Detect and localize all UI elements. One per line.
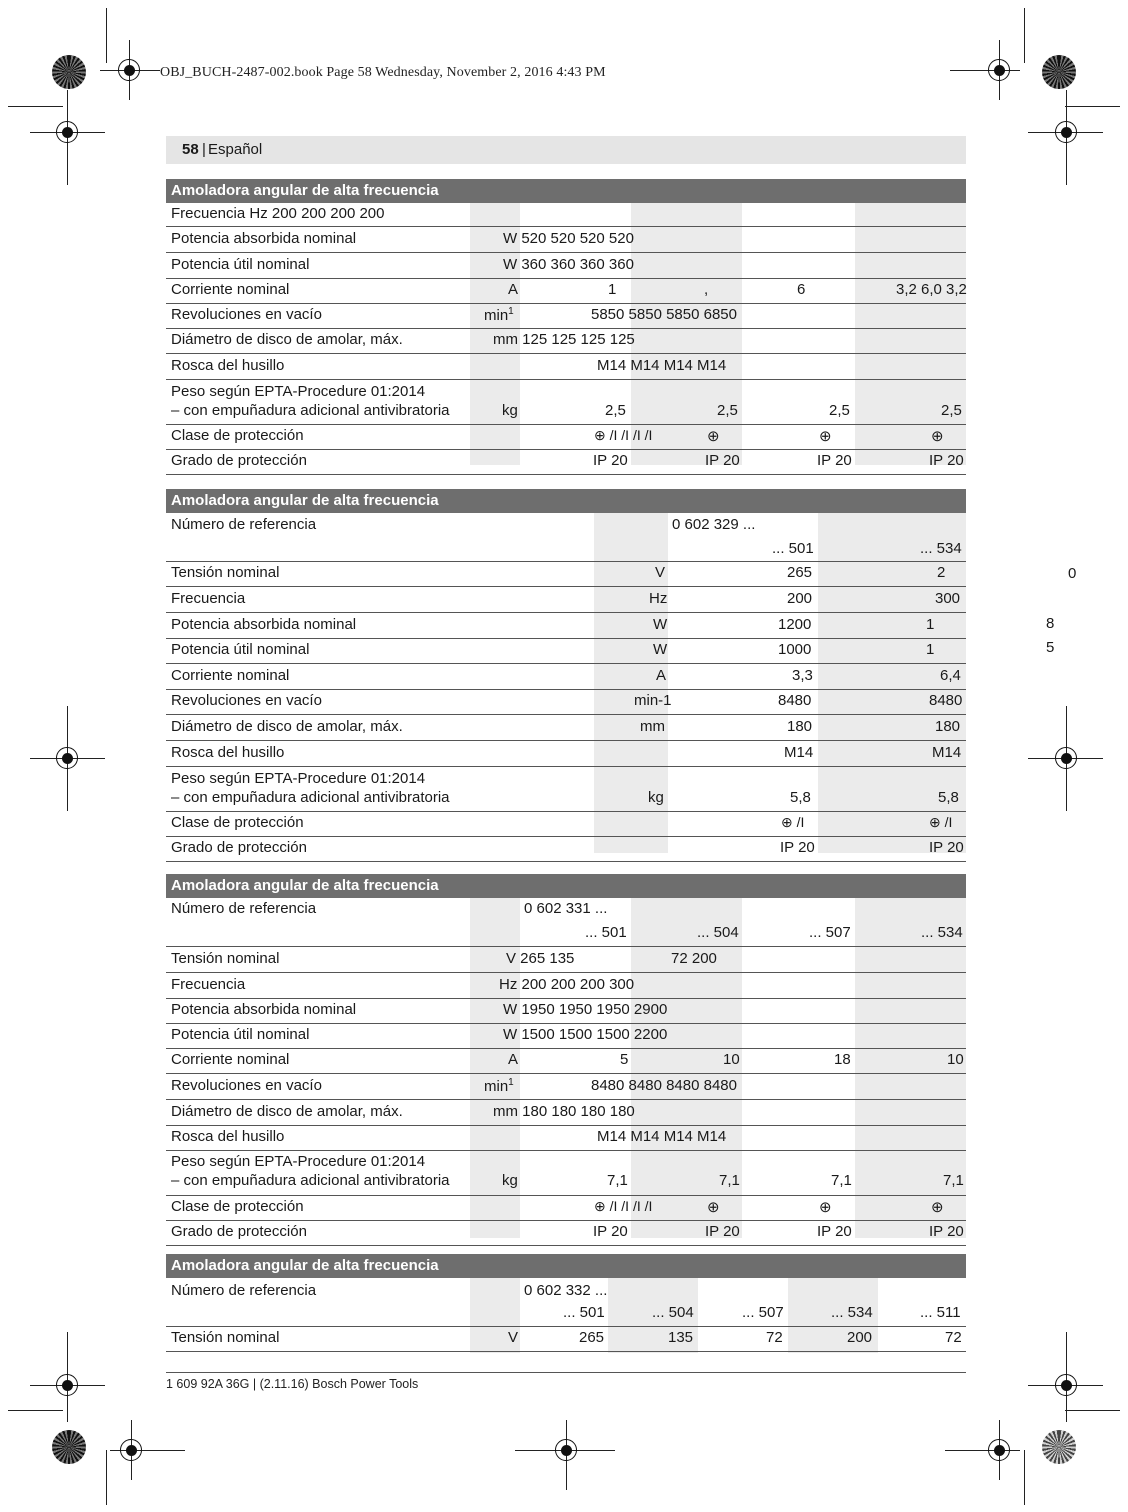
value: IP 20: [929, 1223, 964, 1240]
row-values: W 360 360 360 360: [503, 256, 634, 273]
value: IP 20: [705, 452, 740, 469]
table-row: [166, 1221, 966, 1246]
row-label: Número de referencia: [171, 516, 317, 533]
crop-mark: [1065, 106, 1120, 107]
value: 1000: [778, 641, 812, 658]
registration-crosshair-icon: [1055, 747, 1077, 769]
row-label: Peso según EPTA-Procedure 01:2014: [171, 770, 426, 787]
value: 135: [668, 1329, 694, 1346]
value: 7,1: [607, 1172, 628, 1189]
table-row: [166, 1024, 966, 1049]
unit: kg: [502, 1172, 518, 1189]
row-values: 8480 8480 8480 8480: [591, 1077, 737, 1094]
value: 5,8: [938, 789, 959, 806]
value: 3,2 6,0 3,2: [896, 281, 967, 298]
unit: kg: [648, 789, 664, 806]
crop-mark: [106, 8, 107, 63]
row-label: Clase de protección: [171, 1198, 304, 1215]
overflow-digit: 5: [1046, 639, 1055, 656]
value: 1: [926, 641, 935, 658]
column-header: ... 534: [831, 1304, 873, 1321]
page-header: [166, 136, 966, 164]
row-label: Grado de protección: [171, 839, 307, 856]
row-label: Rosca del husillo: [171, 357, 285, 374]
overflow-digit: 8: [1046, 615, 1055, 632]
section-language: Español: [208, 141, 263, 158]
value: 8480: [929, 692, 963, 709]
table-row: [166, 973, 966, 999]
color-rosette-icon: [52, 55, 86, 89]
table-row: [166, 354, 966, 380]
row-label: Frecuencia: [171, 976, 246, 993]
row-values: V 265 135: [506, 950, 575, 967]
reference-number: 0 602 329 ...: [672, 516, 756, 533]
value: IP 20: [593, 1223, 628, 1240]
table-title: Amoladora angular de alta frecuencia: [166, 874, 966, 898]
crop-mark: [106, 1450, 107, 1505]
row-label: – con empuñadura adicional antivibratoria: [171, 1172, 450, 1189]
value: IP 20: [593, 452, 628, 469]
table-row: [166, 203, 966, 226]
table-body: [166, 513, 966, 856]
value: 265: [787, 564, 813, 581]
value: 200: [787, 590, 813, 607]
column-header: ... 511: [920, 1304, 961, 1321]
unit: $\min^1$: [484, 306, 514, 324]
registration-crosshair-icon: [1055, 1374, 1077, 1396]
registration-crosshair-icon: [120, 1439, 142, 1461]
row-label: Revoluciones en vacío: [171, 1077, 322, 1094]
overflow-digit: 0: [1068, 565, 1077, 582]
table-row: [166, 741, 966, 767]
row-values: M14 M14 M14 M14: [597, 357, 727, 374]
unit: $\min^1$: [484, 1077, 514, 1095]
row-label: Revoluciones en vacío: [171, 692, 322, 709]
row-text: Frecuencia Hz 200 200 200 200: [171, 205, 385, 222]
print-file-info: OBJ_BUCH-2487-002.book Page 58 Wednesday, November 2, 2016 4:43 PM: [160, 65, 606, 80]
value: IP 20: [780, 839, 815, 856]
value: 7,1: [831, 1172, 852, 1189]
color-rosette-icon: [1042, 55, 1076, 89]
page-number: 58: [182, 141, 199, 158]
value: 5: [620, 1051, 629, 1068]
table-row: [166, 1302, 966, 1327]
value: 8480: [778, 692, 812, 709]
value: ⊕: [931, 1199, 944, 1216]
table-title: Amoladora angular de alta frecuencia: [166, 179, 966, 203]
registration-crosshair-icon: [555, 1439, 577, 1461]
row-label: Rosca del husillo: [171, 744, 285, 761]
color-rosette-icon: [52, 1430, 86, 1464]
value: 72: [766, 1329, 783, 1346]
value: 1: [608, 281, 617, 298]
table-row: [166, 329, 966, 354]
value: 7,1: [719, 1172, 740, 1189]
column-header: ... 504: [652, 1304, 694, 1321]
value: ⊕ /I: [781, 814, 805, 830]
value: 6,4: [940, 667, 961, 684]
unit: V: [655, 564, 666, 581]
table-row: [166, 425, 966, 450]
table-row: [166, 1049, 966, 1074]
value: 18: [834, 1051, 851, 1068]
table-row: [166, 664, 966, 690]
value: 5,8: [790, 789, 811, 806]
unit: Hz: [649, 590, 668, 607]
value: 180: [787, 718, 813, 735]
row-label: Rosca del husillo: [171, 1128, 285, 1145]
value: 10: [723, 1051, 740, 1068]
value: 200: [847, 1329, 873, 1346]
row-label: Potencia absorbida nominal: [171, 616, 357, 633]
row-values: 5850 5850 5850 6850: [591, 306, 737, 323]
table-row: [166, 999, 966, 1024]
row-label: Clase de protección: [171, 427, 304, 444]
value: 2,5: [941, 402, 962, 419]
table-row: [166, 304, 966, 329]
row-label: Corriente nominal: [171, 1051, 290, 1068]
registration-crosshair-icon: [988, 1439, 1010, 1461]
table-row: [166, 947, 966, 973]
unit: W: [653, 616, 668, 633]
row-values: M14 M14 M14 M14: [597, 1128, 727, 1145]
table-row: [166, 279, 966, 304]
table-row: [166, 227, 966, 253]
table-row: [166, 1196, 966, 1221]
row-label: Corriente nominal: [171, 281, 290, 298]
value: IP 20: [929, 452, 964, 469]
table-row: [166, 898, 966, 922]
row-label: Grado de protección: [171, 452, 307, 469]
table-row: [166, 922, 966, 947]
value: 72: [945, 1329, 962, 1346]
row-label: – con empuñadura adicional antivibratoria: [171, 402, 450, 419]
row-label: Peso según EPTA-Procedure 01:2014: [171, 1153, 426, 1170]
registration-crosshair-icon: [56, 747, 78, 769]
row-label: – con empuñadura adicional antivibratoria: [171, 789, 450, 806]
row-label: Diámetro de disco de amolar, máx.: [171, 718, 403, 735]
row-label: Potencia útil nominal: [171, 641, 310, 658]
row-label: Potencia útil nominal: [171, 256, 310, 273]
reference-number: 0 602 331 ...: [524, 900, 608, 917]
value: IP 20: [929, 839, 964, 856]
column-header: ... 504: [697, 924, 739, 941]
table-row: [166, 715, 966, 741]
crop-mark: [1024, 1450, 1025, 1505]
row-values: W 1950 1950 1950 2900: [503, 1001, 668, 1018]
row-label: Diámetro de disco de amolar, máx.: [171, 331, 403, 348]
unit: A: [508, 281, 519, 298]
spec-table-1: [166, 179, 967, 469]
value: IP 20: [817, 452, 852, 469]
row-label: Grado de protección: [171, 1223, 307, 1240]
table-row: [166, 450, 966, 475]
registration-crosshair-icon: [56, 1374, 78, 1396]
crop-mark: [8, 1410, 63, 1411]
row-values: W 1500 1500 1500 2200: [503, 1026, 668, 1043]
column-header: ... 507: [742, 1304, 784, 1321]
value: 180: [935, 718, 961, 735]
header-separator: |: [202, 141, 206, 158]
value: 2,5: [605, 402, 626, 419]
value: M14: [932, 744, 962, 761]
row-label: Tensión nominal: [171, 1329, 280, 1346]
column-header: ... 534: [920, 540, 962, 557]
value: 2: [937, 564, 946, 581]
spec-table-2: [166, 489, 966, 856]
page-footer: 1 609 92A 36G | (2.11.16) Bosch Power Tools: [166, 1377, 419, 1391]
row-label: Peso según EPTA-Procedure 01:2014: [171, 383, 426, 400]
value: 2,5: [829, 402, 850, 419]
reference-number: 0 602 332 ...: [524, 1282, 608, 1299]
table-row: [166, 513, 966, 537]
table-row: [166, 562, 966, 587]
table-row: [166, 1100, 966, 1126]
value: ⊕: [931, 428, 944, 445]
registration-crosshair-icon: [988, 59, 1010, 81]
registration-crosshair-icon: [56, 121, 78, 143]
value: 6: [797, 281, 806, 298]
row-label: Potencia absorbida nominal: [171, 230, 357, 247]
row-values: mm 180 180 180 180: [493, 1103, 635, 1120]
row-label: Número de referencia: [171, 900, 317, 917]
column-header: ... 501: [585, 924, 627, 941]
value: ⊕: [819, 1199, 832, 1216]
column-header: ... 501: [563, 1304, 605, 1321]
column-header: ... 501: [772, 540, 814, 557]
value: 2,5: [717, 402, 738, 419]
value: ⊕: [707, 1199, 720, 1216]
footer-rule: [166, 1372, 966, 1373]
table-row: [166, 639, 966, 664]
unit: A: [656, 667, 667, 684]
unit: V: [508, 1329, 519, 1346]
unit: kg: [502, 402, 518, 419]
unit: mm: [640, 718, 665, 735]
table-row: [166, 380, 966, 425]
value: ,: [704, 281, 709, 298]
crop-mark: [1024, 8, 1025, 63]
value: ⊕ /I /I /I /I: [594, 427, 653, 443]
registration-crosshair-icon: [1055, 121, 1077, 143]
row-label: Revoluciones en vacío: [171, 306, 322, 323]
spec-table-3: [166, 874, 966, 1238]
value: IP 20: [817, 1223, 852, 1240]
row-label: Potencia absorbida nominal: [171, 1001, 357, 1018]
table-row: [166, 812, 966, 837]
value: ⊕ /I: [929, 814, 953, 830]
column-header: ... 534: [921, 924, 963, 941]
table-row: [166, 767, 966, 812]
table-row: [166, 690, 966, 715]
row-label: Tensión nominal: [171, 950, 280, 967]
table-row: [166, 1151, 966, 1196]
table-row: [166, 1126, 966, 1151]
row-values: W 520 520 520 520: [503, 230, 634, 247]
value: 7,1: [943, 1172, 964, 1189]
row-label: Frecuencia: [171, 590, 246, 607]
unit: min-1: [634, 692, 672, 709]
table-row: [166, 1327, 966, 1352]
value: ⊕ /I /I /I /I: [594, 1198, 653, 1214]
crop-mark: [8, 106, 63, 107]
row-values: 72 200: [671, 950, 717, 967]
table-title: Amoladora angular de alta frecuencia: [166, 489, 966, 513]
table-row: [166, 837, 966, 862]
value: 300: [935, 590, 961, 607]
table-body: [166, 203, 967, 469]
value: ⊕: [707, 428, 720, 445]
spec-table-4: [166, 1254, 966, 1353]
value: 1: [926, 616, 935, 633]
table-row: [166, 537, 966, 562]
table-row: [166, 1074, 966, 1100]
registration-crosshair-icon: [118, 59, 140, 81]
table-row: [166, 253, 966, 279]
row-values: Hz 200 200 200 300: [499, 976, 635, 993]
table-body: [166, 1278, 966, 1353]
row-values: mm 125 125 125 125: [493, 331, 635, 348]
row-label: Diámetro de disco de amolar, máx.: [171, 1103, 403, 1120]
table-title: Amoladora angular de alta frecuencia: [166, 1254, 966, 1278]
table-row: [166, 587, 966, 613]
unit: A: [508, 1051, 519, 1068]
row-label: Clase de protección: [171, 814, 304, 831]
value: 10: [947, 1051, 964, 1068]
table-row: [166, 1278, 966, 1302]
row-label: Tensión nominal: [171, 564, 280, 581]
value: 1200: [778, 616, 812, 633]
crop-mark: [1065, 1410, 1120, 1411]
value: 3,3: [792, 667, 813, 684]
value: 265: [579, 1329, 605, 1346]
value: IP 20: [705, 1223, 740, 1240]
row-label: Número de referencia: [171, 1282, 317, 1299]
value: ⊕: [819, 428, 832, 445]
value: M14: [784, 744, 814, 761]
table-row: [166, 613, 966, 639]
color-rosette-icon: [1042, 1430, 1076, 1464]
table-body: [166, 898, 966, 1238]
column-header: ... 507: [809, 924, 851, 941]
row-label: Corriente nominal: [171, 667, 290, 684]
row-label: Potencia útil nominal: [171, 1026, 310, 1043]
unit: W: [653, 641, 668, 658]
